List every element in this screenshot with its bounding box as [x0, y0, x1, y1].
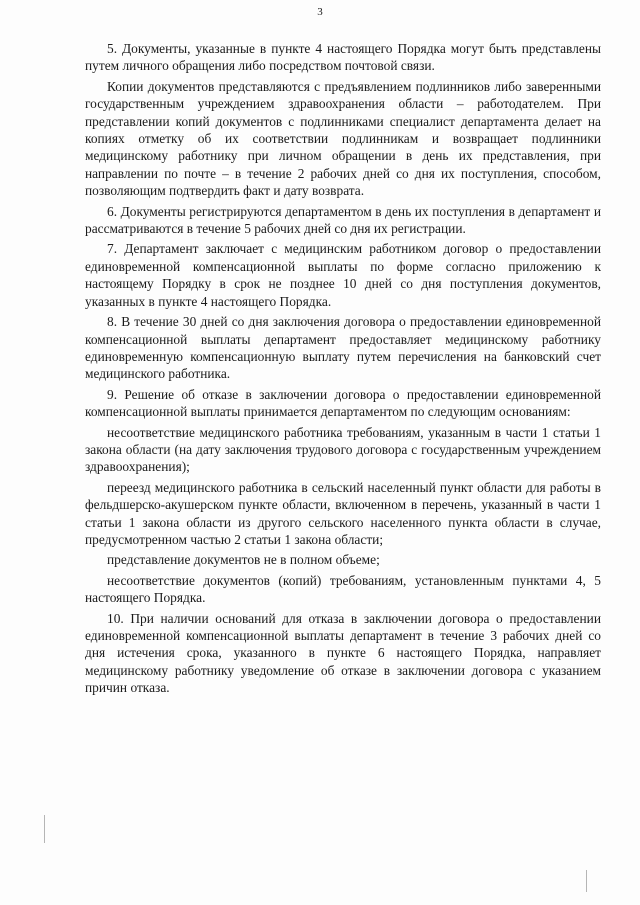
scan-artifact-right: [586, 870, 587, 892]
paragraph-item-8: 8. В течение 30 дней со дня заключения договора о предоставлении единовременной компенсационной выплаты департамент предоставляет медицинскому работнику единовременную компенсационную выплату путем перечисления на банковский счет медицинского работника.: [85, 314, 601, 382]
refusal-ground-2: переезд медицинского работника в сельский населенный пункт области для работы в фельдшерско-акушерском пункте области, включенном в перечень, указанный в части 1 статьи 1 закона области из другого сельского населенного пункта области в случае, предусмотренном частью 2 статьи 1 закона области;: [85, 479, 601, 547]
refusal-ground-3: представление документов не в полном объеме;: [107, 552, 380, 568]
refusal-ground-4: несоответствие документов (копий) требованиям, установленным пунктами 4, 5 настоящего Порядка.: [85, 572, 601, 606]
paragraph-item-6: 6. Документы регистрируются департаментом в день их поступления в департамент и рассматриваются в течение 5 рабочих дней со дня их регистрации.: [85, 203, 601, 237]
paragraph-copies: Копии документов представляются с предъявлением подлинников либо заверенными государственным учреждением здравоохранения области – работодателем. При представлении копий документов с подлинниками специалист департамента делает на копиях отметку об их соответствии подлинникам и возвращает подлинники медицинскому работнику при личном обращении в день их представления, при направлении по почте – в течение 2 рабочих дней со дня их поступления, способом, позволяющим подтвердить факт и дату возврата.: [85, 78, 601, 199]
paragraph-item-5: 5. Документы, указанные в пункте 4 настоящего Порядка могут быть представлены путем личного обращения либо посредством почтовой связи.: [85, 41, 601, 74]
refusal-ground-1: несоответствие медицинского работника требованиям, указанным в части 1 статьи 1 закона области (на дату заключения трудового договора с государственным учреждением здравоохранения);: [85, 424, 601, 475]
paragraph-item-9: 9. Решение об отказе в заключении договора о предоставлении единовременной компенсационной выплаты принимается департаментом по следующим основаниям:: [85, 386, 601, 420]
page-number: 3: [317, 6, 323, 18]
scan-artifact-left: [44, 815, 45, 843]
document-body: [85, 40, 601, 697]
paragraph-item-10: 10. При наличии оснований для отказа в заключении договора о предоставлении единовременной компенсационной выплаты департамент в течение 3 рабочих дней со дня истечения срока, указанного в пункте 6 настоящего Порядка, направляет медицинскому работнику уведомление об отказе в заключении договора с указанием причин отказа.: [85, 610, 601, 696]
paragraph-item-7: 7. Департамент заключает с медицинским работником договор о предоставлении единовременной компенсационной выплаты по форме согласно приложению к настоящему Порядку в срок не позднее 10 дней со дня поступления документов, указанных в пункте 4 настоящего Порядка.: [85, 241, 601, 309]
